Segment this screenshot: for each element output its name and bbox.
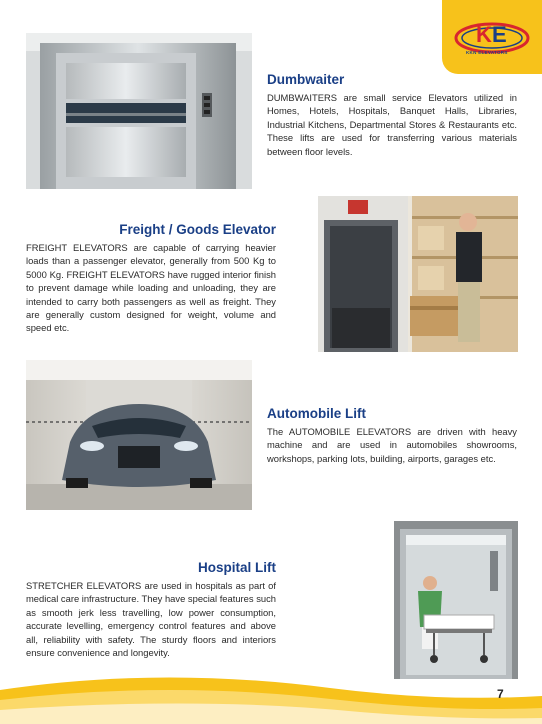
svg-text:K: K bbox=[476, 22, 492, 47]
section-body: DUMBWAITERS are small service Elevators utilized in Homes, Hotels, Hospitals, Banquet Halls, Libraries, Industrial Kitchens, Departmental Stores & Restaurants etc. These lifts are used for transferring various materials between floor levels. bbox=[267, 92, 517, 157]
section-body: FREIGHT ELEVATORS are capable of carrying heavier loads than a passenger elevator, generally from 500 Kg to 5000 Kg. FREIGHT ELEVATORS have rugged interior finish to prevent damage while loading and unloading, they are intended to carry both passengers as well as freight. They are generally custom designed for weight, volume and speed etc. bbox=[26, 242, 276, 334]
section-body: The AUTOMOBILE ELEVATORS are driven with heavy machine and are used in automobiles showrooms, workshops, parking lots, building, airports, garages etc. bbox=[267, 426, 517, 464]
section-title: Freight / Goods Elevator bbox=[119, 222, 276, 237]
dumbwaiter-section bbox=[267, 72, 517, 158]
dumbwaiter-photo bbox=[26, 33, 252, 189]
logo-tagline: KKN ELEVATORS bbox=[466, 50, 508, 55]
svg-text:E: E bbox=[492, 22, 507, 47]
hospital-lift-photo bbox=[394, 521, 518, 679]
freight-elevator-photo bbox=[318, 196, 518, 352]
freight-section bbox=[26, 222, 276, 335]
page-number: 7 bbox=[497, 687, 504, 701]
footer-wave bbox=[0, 662, 542, 724]
logo-tab bbox=[442, 0, 542, 74]
section-body: STRETCHER ELEVATORS are used in hospitals as part of medical care infrastructure. They have special features such as smooth jerk less travelling, low power consumption, accurate levelling, emergency control features and above all, reliability with safety. The sturdy floors and interiors ensure convenience and longevity. bbox=[26, 580, 276, 659]
section-title: Hospital Lift bbox=[198, 560, 276, 575]
section-title: Dumbwaiter bbox=[267, 72, 345, 87]
company-logo bbox=[452, 12, 532, 60]
section-title: Automobile Lift bbox=[267, 406, 366, 421]
automobile-section bbox=[267, 406, 517, 465]
hospital-section bbox=[26, 560, 276, 659]
automobile-lift-photo bbox=[26, 360, 252, 510]
